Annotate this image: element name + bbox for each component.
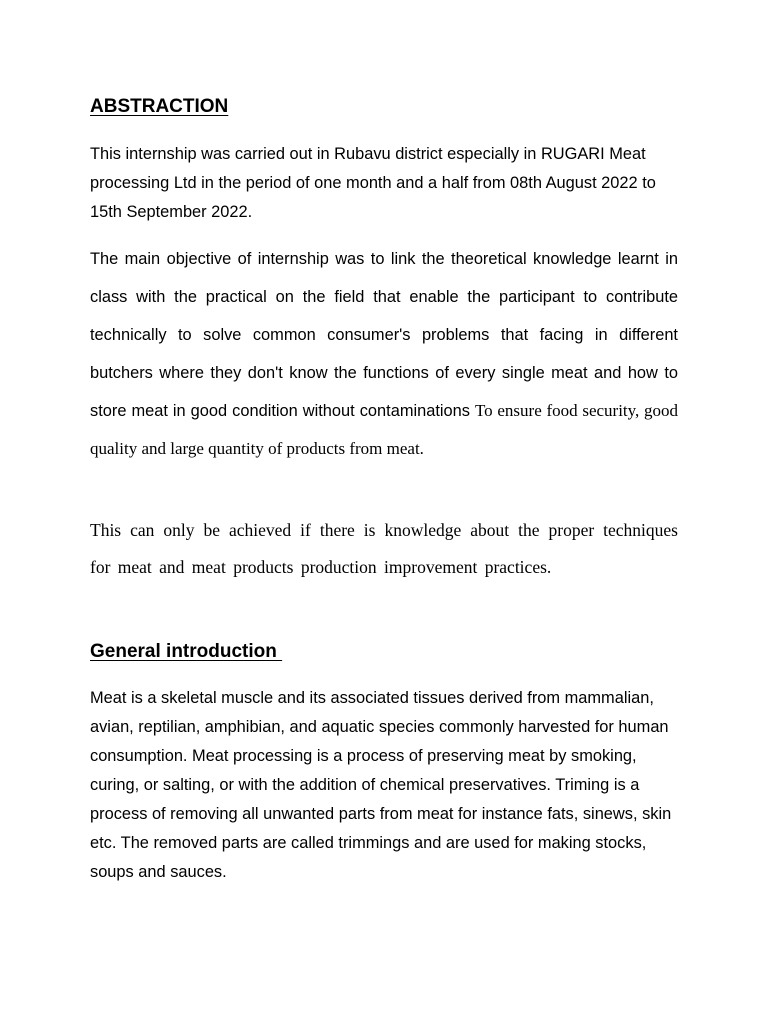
abstraction-paragraph-2 [90, 240, 678, 468]
abstraction-paragraph-2-serif-text: To ensure food security, good quality and large quantity of products from meat. [90, 401, 679, 458]
abstraction-paragraph-2-sans-text: The main objective of internship was to link the theoretical knowledge learnt in class with the practical on the field that enable the participant to contribute technically to solve common consumer's problems that facing in different butchers where they don't know the functions of every single meat and how to store meat in good condition without contaminations [90, 250, 678, 420]
general-introduction-heading: General introduction [90, 641, 283, 662]
abstraction-paragraph-3: This can only be achieved if there is knowledge about the proper techniques for meat and meat products production improvement practices. [90, 520, 678, 577]
abstraction-paragraph-1: This internship was carried out in Rubavu district especially in RUGARI Meat processing Ltd in the period of one month and a half from 08th August 2022 to 15th September 2022. [90, 145, 656, 221]
general-introduction-paragraph: Meat is a skeletal muscle and its associated tissues derived from mammalian, avian, reptilian, amphibian, and aquatic species commonly harvested for human consumption. Meat processing is a process of preserving meat by smoking, curing, or salting, or with the addition of chemical preservatives. Triming is a process of removing all unwanted parts from meat for instance fats, sinews, skin etc. The removed parts are called trimmings and are used for making stocks, soups and sauces. [90, 689, 672, 881]
abstraction-heading: ABSTRACTION [90, 96, 229, 117]
